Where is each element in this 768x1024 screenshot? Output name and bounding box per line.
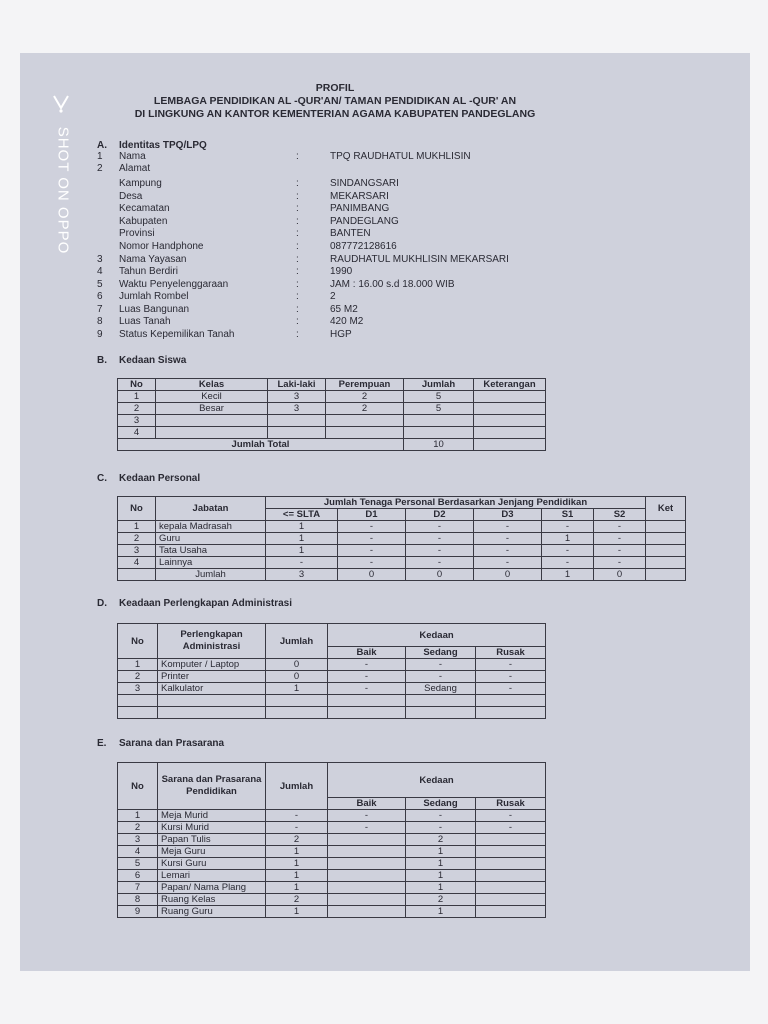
table-cell: [646, 533, 686, 545]
table-cell: -: [338, 545, 406, 557]
table-cell: -: [542, 521, 594, 533]
column-header: Jumlah: [404, 379, 474, 391]
table-cell: 1: [266, 870, 328, 882]
table-row: [118, 403, 546, 415]
table-cell: [268, 415, 326, 427]
table-cell: [156, 427, 268, 439]
column-subheader: D3: [474, 509, 542, 521]
table-row: [118, 822, 546, 834]
table-cell: 1: [266, 545, 338, 557]
table-cell: [326, 427, 404, 439]
table-cell: 4: [118, 846, 158, 858]
table-cell: -: [266, 810, 328, 822]
table-cell: Printer: [158, 671, 266, 683]
table-cell: -: [338, 557, 406, 569]
table-cell: -: [266, 557, 338, 569]
identity-row-label: Jumlah Rombel: [119, 291, 189, 302]
table-cell: -: [476, 671, 546, 683]
section-d-title: Keadaan Perlengkapan Administrasi: [119, 598, 293, 609]
table-cell: 2: [118, 533, 156, 545]
table-cell: kepala Madrasah: [156, 521, 266, 533]
table-cell: -: [406, 822, 476, 834]
table-cell: [268, 427, 326, 439]
table-row: [118, 882, 546, 894]
table-header-row: [118, 763, 546, 798]
column-header-ket: Ket: [646, 497, 686, 521]
column-subheader: D1: [338, 509, 406, 521]
table-cell: 4: [118, 557, 156, 569]
identity-row-value: 420 M2: [330, 316, 364, 327]
table-cell: -: [338, 533, 406, 545]
table-cell: [328, 870, 406, 882]
table-cell: -: [406, 521, 474, 533]
table-cell: -: [476, 683, 546, 695]
table-cell: 2: [406, 834, 476, 846]
identity-row-colon: :: [296, 279, 299, 290]
table-row: [118, 545, 686, 557]
identity-row-value: 65 M2: [330, 304, 358, 315]
table-cell: 1: [542, 533, 594, 545]
table-cell: [328, 834, 406, 846]
table-cell: 3: [118, 683, 158, 695]
table-cell: [118, 695, 158, 707]
table-cell: [476, 834, 546, 846]
section-b-letter: B.: [97, 355, 107, 366]
identity-row-label: Kabupaten: [119, 216, 168, 227]
total-value: 0: [406, 569, 474, 581]
section-b-title: Kedaan Siswa: [119, 355, 187, 366]
table-cell: -: [542, 557, 594, 569]
table-cell: Tata Usaha: [156, 545, 266, 557]
table-cell: -: [474, 533, 542, 545]
identity-row-label: Luas Bangunan: [119, 304, 190, 315]
table-cell: [328, 882, 406, 894]
column-subheader: S1: [542, 509, 594, 521]
table-cell: 2: [326, 391, 404, 403]
table-cell: [118, 569, 156, 581]
table-row: [118, 415, 546, 427]
table-cell: Lainnya: [156, 557, 266, 569]
identity-row-label: Nama Yayasan: [119, 254, 187, 265]
section-c-title: Kedaan Personal: [119, 473, 201, 484]
table-cell: [328, 906, 406, 918]
table-cell: [328, 894, 406, 906]
table-cell: [646, 557, 686, 569]
doc-title-line3: DI LINGKUNG AN KANTOR KEMENTERIAN AGAMA KABUPATEN PANDEGLANG: [134, 108, 536, 120]
identity-row-colon: :: [296, 178, 299, 189]
identity-row-label: Tahun Berdiri: [119, 266, 178, 277]
identity-row-number: 4: [97, 266, 103, 277]
column-subheader: D2: [406, 509, 474, 521]
total-value: 10: [404, 439, 474, 451]
table-cell: [476, 846, 546, 858]
table-row: [118, 906, 546, 918]
column-subheader: Sedang: [406, 647, 476, 659]
table-header-row: [118, 379, 546, 391]
section-a-letter: A.: [97, 140, 107, 151]
personal-table: [117, 496, 686, 581]
total-value: 0: [338, 569, 406, 581]
column-subheader: S2: [594, 509, 646, 521]
table-cell: -: [476, 810, 546, 822]
total-value: 3: [266, 569, 338, 581]
table-cell: [474, 439, 546, 451]
identity-row-colon: :: [296, 203, 299, 214]
table-cell: Papan/ Nama Plang: [158, 882, 266, 894]
identity-row-label: Luas Tanah: [119, 316, 171, 327]
table-cell: 2: [266, 834, 328, 846]
identity-row-label: Kampung: [119, 178, 162, 189]
table-cell: -: [406, 545, 474, 557]
identity-row-value: 1990: [330, 266, 353, 277]
column-subheader: Baik: [328, 798, 406, 810]
table-cell: 7: [118, 882, 158, 894]
table-cell: -: [406, 671, 476, 683]
identity-row-label: Nomor Handphone: [119, 241, 204, 252]
table-cell: -: [476, 659, 546, 671]
total-value: 0: [474, 569, 542, 581]
total-value: 0: [594, 569, 646, 581]
table-cell: -: [476, 822, 546, 834]
total-row: [118, 569, 686, 581]
identity-row-colon: :: [296, 241, 299, 252]
table-cell: [404, 427, 474, 439]
total-row: [118, 439, 546, 451]
table-cell: [328, 846, 406, 858]
table-cell: 1: [406, 906, 476, 918]
column-header: Keterangan: [474, 379, 546, 391]
table-cell: 1: [406, 882, 476, 894]
table-cell: Kalkulator: [158, 683, 266, 695]
table-cell: [158, 707, 266, 719]
column-header: No: [118, 379, 156, 391]
table-cell: [646, 521, 686, 533]
siswa-table: [117, 378, 546, 451]
table-row: [118, 894, 546, 906]
watermark-text: SHOT ON OPPO: [54, 126, 72, 255]
column-subheader: Rusak: [476, 647, 546, 659]
column-header-jabatan: Jabatan: [156, 497, 266, 521]
identity-row-colon: :: [296, 291, 299, 302]
table-cell: 1: [266, 533, 338, 545]
table-cell: Kursi Murid: [158, 822, 266, 834]
column-header-kedaan: Kedaan: [328, 763, 546, 798]
column-subheader: Baik: [328, 647, 406, 659]
table-row: [118, 557, 686, 569]
table-cell: 0: [266, 659, 328, 671]
table-row: [118, 683, 546, 695]
table-cell: 1: [266, 521, 338, 533]
table-row: [118, 671, 546, 683]
column-header: Laki-laki: [268, 379, 326, 391]
table-cell: [328, 707, 406, 719]
table-cell: 2: [406, 894, 476, 906]
table-cell: -: [328, 671, 406, 683]
table-cell: [328, 695, 406, 707]
table-cell: 1: [406, 870, 476, 882]
table-row: [118, 870, 546, 882]
table-cell: 3: [268, 391, 326, 403]
table-row: [118, 846, 546, 858]
table-cell: -: [474, 521, 542, 533]
table-row: [118, 810, 546, 822]
table-cell: [474, 391, 546, 403]
identity-row-number: 7: [97, 304, 103, 315]
identity-row-value: HGP: [330, 329, 352, 340]
table-cell: Papan Tulis: [158, 834, 266, 846]
table-cell: [476, 882, 546, 894]
table-row: [118, 858, 546, 870]
identity-row-value: TPQ RAUDHATUL MUKHLISIN: [330, 151, 471, 162]
table-cell: [476, 906, 546, 918]
table-cell: 3: [118, 415, 156, 427]
table-cell: [474, 415, 546, 427]
identity-row-colon: :: [296, 228, 299, 239]
table-cell: [158, 695, 266, 707]
table-cell: -: [594, 533, 646, 545]
table-cell: Komputer / Laptop: [158, 659, 266, 671]
table-cell: -: [594, 545, 646, 557]
table-cell: 3: [118, 545, 156, 557]
column-subheader: Sedang: [406, 798, 476, 810]
table-cell: [476, 894, 546, 906]
table-cell: Sedang: [406, 683, 476, 695]
table-cell: 2: [118, 403, 156, 415]
identity-row-label: Desa: [119, 191, 143, 202]
table-cell: -: [474, 557, 542, 569]
table-cell: -: [542, 545, 594, 557]
table-row: [118, 427, 546, 439]
table-cell: [476, 870, 546, 882]
table-cell: -: [594, 521, 646, 533]
sarana-table: [117, 762, 546, 918]
table-cell: Kursi Guru: [158, 858, 266, 870]
identity-row-number: 3: [97, 254, 103, 265]
section-e-title: Sarana dan Prasarana: [119, 738, 225, 749]
table-cell: 9: [118, 906, 158, 918]
table-cell: [156, 415, 268, 427]
table-row: [118, 391, 546, 403]
table-cell: -: [328, 683, 406, 695]
table-cell: 0: [266, 671, 328, 683]
table-cell: [646, 545, 686, 557]
table-cell: 1: [266, 882, 328, 894]
table-cell: Besar: [156, 403, 268, 415]
column-header-kedaan: Kedaan: [328, 624, 546, 647]
table-cell: [266, 707, 328, 719]
column-subheader: <= SLTA: [266, 509, 338, 521]
table-cell: -: [594, 557, 646, 569]
table-cell: [118, 707, 158, 719]
table-cell: 8: [118, 894, 158, 906]
section-d-letter: D.: [97, 598, 107, 609]
identity-row-number: 2: [97, 163, 103, 174]
table-cell: 1: [266, 846, 328, 858]
administrasi-table: [117, 623, 546, 719]
table-cell: 6: [118, 870, 158, 882]
table-cell: -: [328, 810, 406, 822]
column-header-jumlah: Jumlah: [266, 624, 328, 659]
identity-row-value: PANDEGLANG: [330, 216, 399, 227]
identity-row-value: BANTEN: [330, 228, 371, 239]
identity-row-value: PANIMBANG: [330, 203, 390, 214]
table-cell: 1: [118, 810, 158, 822]
table-cell: 3: [118, 834, 158, 846]
table-cell: [328, 858, 406, 870]
table-cell: 1: [266, 858, 328, 870]
identity-row-colon: :: [296, 216, 299, 227]
table-cell: 5: [118, 858, 158, 870]
column-header-item: Perlengkapan Administrasi: [158, 624, 266, 659]
table-cell: 1: [406, 846, 476, 858]
table-cell: [406, 695, 476, 707]
identity-row-value: RAUDHATUL MUKHLISIN MEKARSARI: [330, 254, 509, 265]
table-cell: Meja Murid: [158, 810, 266, 822]
identity-row-label: Nama: [119, 151, 146, 162]
identity-row-number: 8: [97, 316, 103, 327]
table-cell: -: [328, 822, 406, 834]
table-cell: 1: [266, 906, 328, 918]
section-e-letter: E.: [97, 738, 107, 749]
column-header-no: No: [118, 497, 156, 521]
identity-row-value: SINDANGSARI: [330, 178, 399, 189]
table-cell: [326, 415, 404, 427]
table-row: [118, 707, 546, 719]
table-cell: [266, 695, 328, 707]
total-value: 1: [542, 569, 594, 581]
total-label: Jumlah: [156, 569, 266, 581]
table-cell: Ruang Kelas: [158, 894, 266, 906]
table-header-row: [118, 497, 686, 509]
identity-row-colon: :: [296, 191, 299, 202]
table-cell: -: [406, 557, 474, 569]
table-cell: -: [406, 810, 476, 822]
identity-row-label: Kecamatan: [119, 203, 170, 214]
table-cell: 4: [118, 427, 156, 439]
doc-title-profil: PROFIL: [315, 82, 355, 94]
table-cell: -: [266, 822, 328, 834]
table-cell: Lemari: [158, 870, 266, 882]
identity-row-colon: :: [296, 329, 299, 340]
identity-row-value: MEKARSARI: [330, 191, 389, 202]
column-header-no: No: [118, 624, 158, 659]
table-cell: 1: [266, 683, 328, 695]
table-cell: -: [474, 545, 542, 557]
table-cell: [474, 403, 546, 415]
table-cell: 5: [404, 391, 474, 403]
table-cell: 1: [118, 521, 156, 533]
table-row: [118, 834, 546, 846]
table-cell: -: [406, 533, 474, 545]
table-cell: [474, 427, 546, 439]
identity-row-value: 087772128616: [330, 241, 397, 252]
identity-row-colon: :: [296, 266, 299, 277]
table-row: [118, 659, 546, 671]
section-a-title: Identitas TPQ/LPQ: [119, 140, 207, 151]
table-cell: [476, 695, 546, 707]
identity-row-colon: :: [296, 316, 299, 327]
table-cell: 3: [268, 403, 326, 415]
identity-row-colon: :: [296, 304, 299, 315]
table-cell: -: [338, 521, 406, 533]
identity-row-label: Waktu Penyelenggaraan: [119, 279, 229, 290]
table-cell: 2: [118, 822, 158, 834]
camera-watermark: [50, 92, 76, 262]
identity-row-label: Alamat: [119, 163, 151, 174]
table-cell: 1: [118, 391, 156, 403]
identity-row-value: 2: [330, 291, 336, 302]
column-header-item: Sarana dan Prasarana Pendidikan: [158, 763, 266, 810]
section-c-letter: C.: [97, 473, 107, 484]
identity-row-label: Provinsi: [119, 228, 155, 239]
column-header: Kelas: [156, 379, 268, 391]
total-label: Jumlah Total: [118, 439, 404, 451]
identity-row-number: 9: [97, 329, 103, 340]
column-header-group: Jumlah Tenaga Personal Berdasarkan Jenjang Pendidikan: [266, 497, 646, 509]
table-cell: 2: [266, 894, 328, 906]
column-header-jumlah: Jumlah: [266, 763, 328, 810]
table-cell: Kecil: [156, 391, 268, 403]
table-cell: [646, 569, 686, 581]
identity-row-number: 5: [97, 279, 103, 290]
oppo-logo-icon: [50, 92, 72, 114]
table-cell: Guru: [156, 533, 266, 545]
table-cell: [404, 415, 474, 427]
table-cell: -: [328, 659, 406, 671]
identity-row-colon: :: [296, 254, 299, 265]
table-cell: 5: [404, 403, 474, 415]
column-header: Perempuan: [326, 379, 404, 391]
table-cell: Meja Guru: [158, 846, 266, 858]
table-cell: 2: [118, 671, 158, 683]
identity-row-label: Status Kepemilikan Tanah: [119, 329, 235, 340]
doc-title-line2: LEMBAGA PENDIDIKAN AL -QUR'AN/ TAMAN PENDIDIKAN AL -QUR' AN: [153, 95, 517, 107]
identity-row-number: 1: [97, 151, 103, 162]
table-row: [118, 533, 686, 545]
table-cell: 1: [118, 659, 158, 671]
table-cell: [476, 858, 546, 870]
table-cell: [476, 707, 546, 719]
identity-row-colon: :: [296, 151, 299, 162]
column-subheader: Rusak: [476, 798, 546, 810]
table-row: [118, 695, 546, 707]
table-cell: 1: [406, 858, 476, 870]
identity-row-number: 6: [97, 291, 103, 302]
identity-row-value: JAM : 16.00 s.d 18.000 WIB: [330, 279, 455, 290]
column-header-no: No: [118, 763, 158, 810]
table-header-row: [118, 624, 546, 647]
table-cell: [406, 707, 476, 719]
table-cell: 2: [326, 403, 404, 415]
table-cell: -: [406, 659, 476, 671]
table-cell: Ruang Guru: [158, 906, 266, 918]
table-row: [118, 521, 686, 533]
